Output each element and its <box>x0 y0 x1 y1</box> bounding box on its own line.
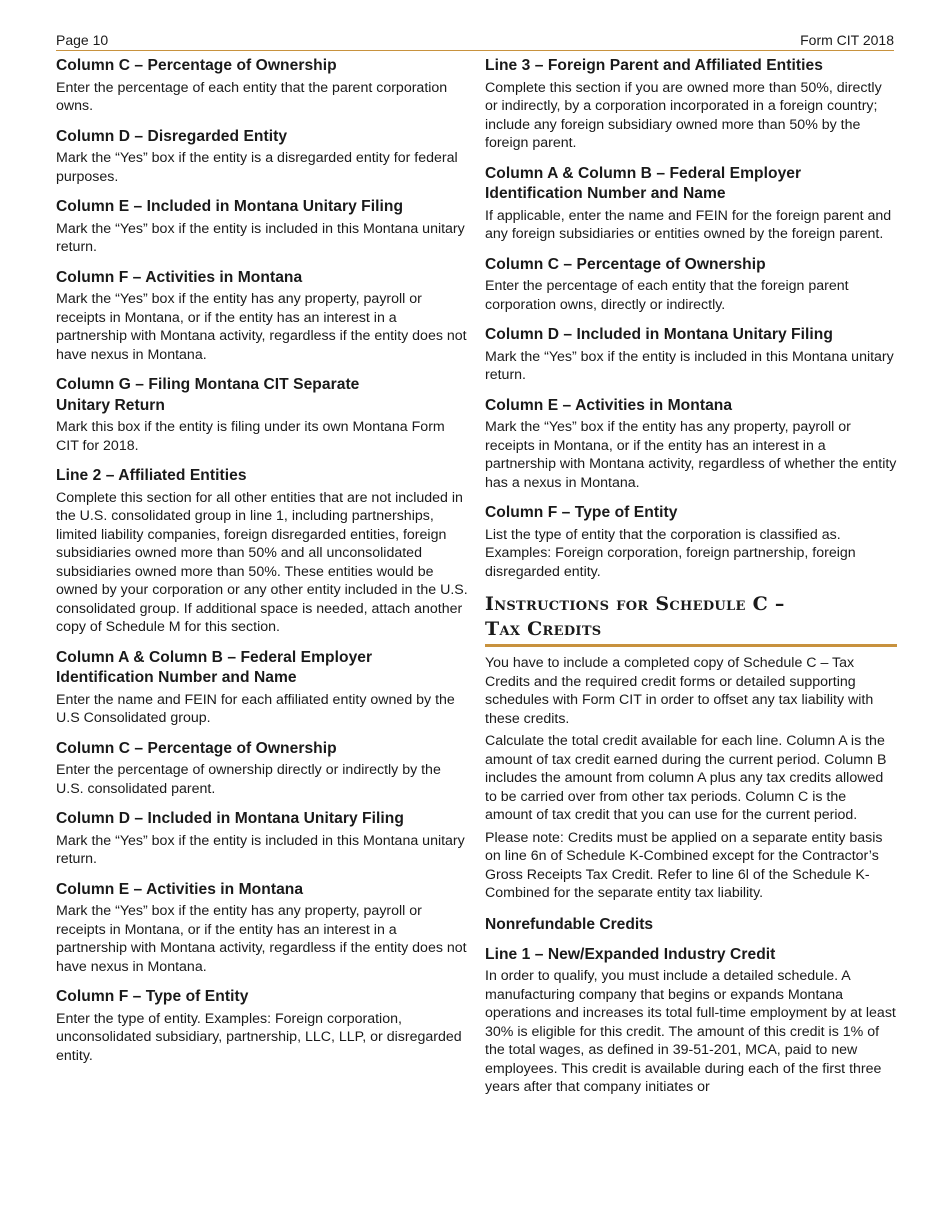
schedule-c-title <box>485 592 897 647</box>
left-column <box>56 56 468 1076</box>
section-heading: Column D – Disregarded Entity <box>56 127 288 145</box>
page-header <box>56 31 894 51</box>
section-text: Mark the “Yes” box if the entity has any property, payroll or receipts in Montana, or if the entity has an interest in a partnership with Montana activity, regardless if the entity does not have nexus in Montana. <box>56 291 467 363</box>
section-text: Mark the “Yes” box if the entity is included in this Montana unitary return. <box>56 220 465 255</box>
section-text: Enter the percentage of each entity that the parent corporation owns. <box>56 79 448 114</box>
schedule-c-text: Please note: Credits must be applied on a separate entity basis on line 6n of Schedule K-Combined except for the Contractor’s Gross Receipts Tax Credit. Refer to line 6l of the Schedule K-Combined for the separate entity tax liability. <box>485 829 883 901</box>
section-text: Enter the percentage of ownership directly or indirectly by the U.S. consolidated parent. <box>56 762 441 797</box>
section-text: Mark the “Yes” box if the entity has any property, payroll or receipts in Montana, or if the entity has an interest in a partnership with Montana activity, regardless of whether the entity has a nexus in Montana. <box>485 419 897 491</box>
section-heading: Column E – Activities in Montana <box>56 880 304 898</box>
section-heading: Column C – Percentage of Ownership <box>56 739 337 757</box>
section-heading: Column E – Included in Montana Unitary Filing <box>56 198 404 215</box>
right-column <box>485 56 897 1108</box>
section-heading: Column A & Column B – Federal Employer Identification Number and Name <box>485 164 802 202</box>
schedule-c-text: Calculate the total credit available for each line. Column A is the amount of tax credit earned during the current period. Column B includes the amount from column A plus any tax credits allowed to be carried over from other tax periods. Column C is the amount of tax credit that you can use for the current period. <box>485 733 887 823</box>
section-text: Enter the type of entity. Examples: Foreign corporation, unconsolidated subsidiary, partnership, LLC, LLP, or disregarded entity. <box>56 1010 462 1064</box>
section-text: In order to qualify, you must include a detailed schedule. A manufacturing company that begins or expands Montana operations and increases its total full-time employment by at least 30% is eligible for this credit. The amount of this credit is 1% of the total wages, as defined in 39-51-201, MCA, paid to new employees. This credit is available during each of the first three years after that company initiates or <box>485 968 896 1095</box>
section-heading: Column A & Column B – Federal Employer Identification Number and Name <box>56 648 373 686</box>
section-text: Mark the “Yes” box if the entity is included in this Montana unitary return. <box>56 832 465 867</box>
form-title: Form CIT 2018 <box>800 32 894 48</box>
section-text: Mark the “Yes” box if the entity is included in this Montana unitary return. <box>485 348 894 383</box>
section-heading: Line 1 – New/Expanded Industry Credit <box>485 945 776 963</box>
nonrefundable-credits-heading: Nonrefundable Credits <box>485 915 654 933</box>
section-text: Complete this section if you are owned more than 50%, directly or indirectly, by a corporation incorporated in a foreign country; include any foreign subsidiary owned more than 50% by the foreign parent. <box>485 79 882 151</box>
section-text: If applicable, enter the name and FEIN for the foreign parent and any foreign subsidiaries or entities owned by the foreign parent. <box>485 207 892 242</box>
section-heading: Column F – Activities in Montana <box>56 268 303 286</box>
section-heading: Column C – Percentage of Ownership <box>56 57 337 74</box>
section-text: List the type of entity that the corporation is classified as. Examples: Foreign corporation, foreign partnership, foreign disregarded entity. <box>485 526 856 580</box>
schedule-c-title-line1: Instructions for Schedule C – <box>485 593 785 615</box>
section-text: Enter the percentage of each entity that the foreign parent corporation owns, directly or indirectly. <box>485 278 849 313</box>
section-heading: Column F – Type of Entity <box>56 988 249 1005</box>
section-heading: Column E – Activities in Montana <box>485 396 733 414</box>
section-heading: Column D – Included in Montana Unitary Filing <box>485 326 833 343</box>
section-text: Mark the “Yes” box if the entity has any property, payroll or receipts in Montana, or if the entity has an interest in a partnership with Montana activity, regardless if the entity does not have nexus in Montana. <box>56 903 467 975</box>
section-text: Complete this section for all other entities that are not included in the U.S. consolidated group in line 1, including partnerships, limited liability companies, foreign disregarded entities, foreign subsidiaries owned more than 50% and all unconsolidated subsidiaries owned more than 50%. These entities would be owned by your corporation or any other entity included in the U.S. consolidated group. If additional space is needed, attach another copy of Schedule M for this section. <box>56 489 468 635</box>
section-heading: Column F – Type of Entity <box>485 504 678 521</box>
schedule-c-text: You have to include a completed copy of Schedule C – Tax Credits and the required credit forms or detailed supporting schedules with Form CIT in order to offset any tax liability with these credits. <box>485 655 874 727</box>
section-heading: Column G – Filing Montana CIT Separate Unitary Return <box>56 376 360 414</box>
schedule-c-title-line2: Tax Credits <box>485 618 602 640</box>
section-heading: Line 3 – Foreign Parent and Affiliated Entities <box>485 57 823 74</box>
section-heading: Line 2 – Affiliated Entities <box>56 467 247 484</box>
section-text: Enter the name and FEIN for each affiliated entity owned by the U.S Consolidated group. <box>56 691 455 726</box>
section-heading: Column C – Percentage of Ownership <box>485 255 766 273</box>
section-text: Mark this box if the entity is filing under its own Montana Form CIT for 2018. <box>56 419 445 454</box>
section-text: Mark the “Yes” box if the entity is a disregarded entity for federal purposes. <box>56 150 458 185</box>
page-number: Page 10 <box>56 32 109 48</box>
section-heading: Column D – Included in Montana Unitary Filing <box>56 810 404 827</box>
